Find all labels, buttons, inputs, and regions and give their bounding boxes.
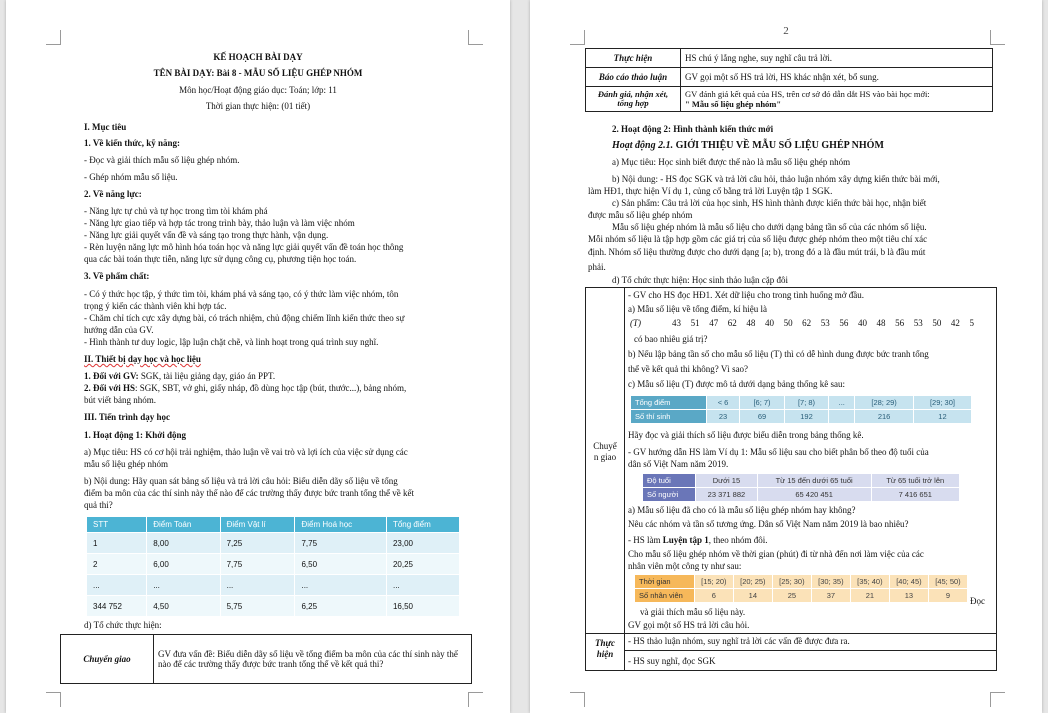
table-cell: 216 — [855, 410, 914, 424]
section-heading: 2. Về năng lực: — [84, 189, 142, 199]
table-cell: ... — [295, 575, 386, 596]
table-cell: 6,25 — [295, 596, 386, 617]
table-cell: 2 — [87, 554, 147, 575]
section-heading: 1. Về kiến thức, kỹ năng: — [84, 138, 180, 148]
table-cell: 23 — [706, 410, 739, 424]
table-row — [87, 554, 460, 575]
table-cell: [7; 8) — [784, 396, 828, 410]
table-cell: ... — [220, 575, 295, 596]
paragraph: - HS làm Luyện tập 1, theo nhóm đôi. — [628, 535, 768, 545]
column-header: Điểm Hoá học — [295, 517, 386, 533]
paragraph: - Năng lực tự chủ và tự học trong tìm tòi khám phá — [84, 206, 268, 216]
row-label: n giao — [593, 452, 617, 462]
paragraph: - Hình thành tư duy logic, lập luận chặt chẽ, và linh hoạt trong quá trình suy nghĩ. — [84, 337, 379, 347]
table-cell: 7,75 — [220, 554, 295, 575]
column-header: STT — [87, 517, 147, 533]
table-cell: 16,50 — [386, 596, 459, 617]
section-heading: 3. Về phẩm chất: — [84, 271, 150, 281]
table-cell: 21 — [850, 589, 889, 603]
table-cell: [15; 20) — [694, 575, 733, 589]
paragraph: a) Mẫu số liệu về tổng điểm, kí hiệu là — [628, 304, 767, 314]
table-cell: ... — [386, 575, 459, 596]
data-value: 56 — [895, 318, 905, 328]
table-cell — [829, 410, 855, 424]
paragraph: 2. Đối với HS: SGK, SBT, vở ghi, giấy nháp, đồ dùng học tập (bút, thước...), bảng nhóm, — [84, 383, 407, 393]
table-cell: [45; 50) — [928, 575, 967, 589]
paragraph: Đọc — [970, 596, 985, 606]
table-cell: Từ 65 tuổi trở lên — [871, 474, 959, 488]
paragraph: a) Mẫu số liệu đã cho có là mẫu số liệu ghép nhóm hay không? — [628, 505, 856, 515]
row-label: Thực hiện — [586, 49, 681, 68]
column-header: Điểm Toán — [147, 517, 220, 533]
row-text — [681, 87, 993, 112]
symbol-T: (T) — [630, 318, 641, 328]
column-divider — [624, 288, 625, 633]
table-cell: 192 — [784, 410, 828, 424]
table-row — [635, 575, 968, 589]
table-row — [87, 575, 460, 596]
table-cell: Số nhân viên — [635, 589, 695, 603]
table-row — [631, 410, 972, 424]
data-value: 56 — [839, 318, 849, 328]
table-row — [586, 68, 993, 87]
table-cell: [25; 30) — [772, 575, 811, 589]
crop-mark — [990, 692, 1005, 707]
data-value: 62 — [727, 318, 737, 328]
table-row — [586, 49, 993, 68]
paragraph: trọng ý kiến các thành viên khi hợp tác. — [84, 301, 227, 311]
data-value: 53 — [820, 318, 830, 328]
table-header-row — [87, 517, 460, 533]
paragraph: mẫu số liệu ghép nhóm — [84, 459, 168, 469]
table-cell: [20; 25) — [733, 575, 772, 589]
paragraph: d) Tổ chức thực hiện: Học sinh thảo luận cặp đôi — [612, 275, 789, 285]
row-text: HS chú ý lắng nghe, suy nghĩ câu trả lời. — [681, 49, 993, 68]
paragraph: - GV cho HS đọc HĐ1. Xét dữ liệu cho trong tình huống mở đầu. — [628, 290, 864, 300]
crop-mark — [46, 30, 61, 45]
table-cell: Từ 15 đến dưới 65 tuổi — [757, 474, 871, 488]
table-row — [586, 87, 993, 112]
paragraph: 1. Đối với GV: SGK, tài liệu giảng dạy, giáo án PPT. — [84, 371, 276, 381]
section-heading: II. Thiết bị dạy học và học liệu — [84, 354, 201, 364]
table-cell: 37 — [811, 589, 850, 603]
crop-mark — [46, 692, 61, 707]
table-cell: ... — [87, 575, 147, 596]
paragraph: nhân viên một công ty như sau: — [628, 561, 742, 571]
section-heading: III. Tiến trình dạy học — [84, 412, 170, 422]
paragraph: định. Nhóm số liệu thường được cho dưới dạng [a; b), trong đó a là đầu mút trái, b là đầu mút — [588, 247, 926, 257]
paragraph: - Rèn luyện năng lực mô hình hóa toán học và năng lực giải quyết vấn đề toán học thông — [84, 242, 404, 252]
paragraph: thể về kết quả thi không? Vì sao? — [628, 364, 749, 374]
table-cell: 6,50 — [295, 554, 386, 575]
table-cell: 344 752 — [87, 596, 147, 617]
table-cell: [30; 35) — [811, 575, 850, 589]
table-cell: [29; 30] — [913, 396, 971, 410]
table-row — [61, 635, 472, 684]
data-values — [672, 318, 988, 329]
doc-title: KẾ HOẠCH BÀI DẠY — [213, 52, 303, 62]
table-cell: [6; 7) — [740, 396, 784, 410]
table-row — [643, 474, 960, 488]
table-cell: 8,00 — [147, 533, 220, 554]
table-cell: [40; 45) — [889, 575, 928, 589]
page-1 — [6, 0, 510, 713]
row-label: Chuyển giao — [61, 635, 154, 684]
table-cell: 7 416 651 — [871, 488, 959, 502]
column-divider — [624, 632, 625, 670]
row-label: Báo cáo thảo luận — [586, 68, 681, 87]
stat-table-commute — [634, 574, 968, 603]
stat-table-total — [630, 395, 972, 424]
paragraph: Hãy đọc và giải thích số liệu được biểu diễn trong bảng thống kê. — [628, 430, 864, 440]
paragraph: c) Mẫu số liệu (T) được mô tả dưới dạng bảng thống kê sau: — [628, 379, 845, 389]
table-cell: 13 — [889, 589, 928, 603]
paragraph: bút viết bảng nhóm. — [84, 395, 156, 405]
paragraph: a) Mục tiêu: HS có cơ hội trải nghiệm, thảo luận về vai trò và lợi ích của việc sử dụng các — [84, 447, 408, 457]
table-cell: 23 371 882 — [696, 488, 758, 502]
paragraph: làm HĐ1, thực hiện Ví dụ 1, củng cố bằng trả lời Luyện tập 1 SGK. — [588, 186, 833, 196]
paragraph: hướng dẫn của GV. — [84, 325, 154, 335]
paragraph: b) Nội dung: - HS đọc SGK và trả lời câu hỏi, thảo luận nhóm xây dựng kiến thức bài mới, — [612, 174, 940, 184]
paragraph: và giải thích mẫu số liệu này. — [640, 607, 746, 617]
table-cell: 7,25 — [220, 533, 295, 554]
table-cell: Dưới 15 — [696, 474, 758, 488]
table-cell: 14 — [733, 589, 772, 603]
paragraph: quả thi? — [84, 500, 113, 510]
table-row — [643, 488, 960, 502]
data-value: 50 — [783, 318, 793, 328]
table-cell: Số người — [643, 488, 696, 502]
table-row — [87, 533, 460, 554]
score-table — [86, 516, 460, 617]
row-label: Chuyể — [593, 441, 617, 451]
paragraph: c) Sản phẩm: Câu trả lời của học sinh, HS hình thành được kiến thức bài học, nhận biết — [612, 198, 927, 208]
table-cell: 4,50 — [147, 596, 220, 617]
paragraph: Cho mẫu số liệu ghép nhóm về thời gian (phút) đi từ nhà đến nơi làm việc của các — [628, 549, 924, 559]
column-header: Tổng điểm — [386, 517, 459, 533]
page-number: 2 — [783, 25, 789, 37]
table-row — [635, 589, 968, 603]
page-2 — [530, 0, 1042, 713]
table-cell: 5,75 — [220, 596, 295, 617]
evaluation-table — [585, 48, 993, 112]
table-cell: 6 — [694, 589, 733, 603]
paragraph: Nêu các nhóm và tần số tương ứng. Dân số Việt Nam năm 2019 là bao nhiêu? — [628, 519, 909, 529]
paragraph: - Năng lực giải quyết vấn đề và sáng tạo trong thực hành, vận dụng. — [84, 230, 329, 240]
data-value: 53 — [913, 318, 923, 328]
paragraph: - Chăm chỉ tích cực xây dựng bài, có trách nhiệm, chủ động chiếm lĩnh kiến thức theo sự — [84, 313, 405, 323]
data-value: 43 — [672, 318, 681, 328]
crop-mark — [570, 692, 585, 707]
data-value: 5 — [969, 318, 974, 328]
crop-mark — [468, 30, 483, 45]
row-label: Đánh giá, nhận xét, tổng hợp — [586, 87, 681, 112]
paragraph: được mẫu số liệu ghép nhóm — [588, 210, 693, 220]
organization-table — [60, 634, 472, 684]
activity-table-exec — [585, 632, 997, 671]
table-row — [631, 396, 972, 410]
data-value: 42 — [950, 318, 960, 328]
paragraph: phải. — [588, 262, 606, 272]
paragraph: GV gọi một số HS trả lời câu hỏi. — [628, 620, 750, 630]
table-cell: [28; 29) — [855, 396, 914, 410]
data-value: 40 — [857, 318, 867, 328]
table-cell: 6,00 — [147, 554, 220, 575]
table-cell: Thời gian — [635, 575, 695, 589]
table-cell: Độ tuổi — [643, 474, 696, 488]
paragraph: b) Nội dung: Hãy quan sát bảng số liệu và trả lời câu hỏi: Biểu diễn dãy số liệu về tổng — [84, 476, 398, 486]
row-divider — [624, 650, 996, 651]
table-cell: Số thí sinh — [631, 410, 707, 424]
section-heading: 1. Hoạt động 1: Khởi động — [84, 430, 187, 440]
paragraph: qua các bài toán thực tiễn, năng lực sử dụng công cụ, phương tiện học toán. — [84, 254, 357, 264]
stat-table-age — [642, 473, 960, 502]
table-row — [87, 596, 460, 617]
row-label: Thực — [595, 638, 615, 648]
table-cell: 7,75 — [295, 533, 386, 554]
lesson-title: TÊN BÀI DẠY: Bài 8 - MẪU SỐ LIỆU GHÉP NHÓM — [153, 68, 363, 78]
table-cell: 20,25 — [386, 554, 459, 575]
paragraph: dân số Việt Nam năm 2019. — [628, 459, 729, 469]
row-text-line: " Mẫu số liệu ghép nhóm" — [685, 99, 782, 109]
time-line: Thời gian thực hiện: (01 tiết) — [205, 101, 311, 111]
paragraph: a) Mục tiêu: Học sinh biết được thế nào là mẫu số liệu ghép nhóm — [612, 157, 851, 167]
paragraph: d) Tổ chức thực hiện: — [84, 620, 162, 630]
data-value: 51 — [690, 318, 700, 328]
table-cell: 12 — [913, 410, 971, 424]
paragraph: b) Nếu lập bảng tần số cho mẫu số liệu (T) thì có dễ hình dung được bức tranh tổng — [628, 349, 929, 359]
crop-mark — [468, 692, 483, 707]
paragraph: - Có ý thức học tập, ý thức tìm tòi, khám phá và sáng tạo, có ý thức làm việc nhóm, tôn — [84, 289, 399, 299]
table-cell: 23,00 — [386, 533, 459, 554]
row-text-line: GV đánh giá kết quả của HS, trên cơ sở đó dẫn dắt HS vào bài học mới: — [685, 89, 930, 99]
row-text: GV gọi một số HS trả lời, HS khác nhận xét, bổ sung. — [681, 68, 993, 87]
subject-line: Môn học/Hoạt động giáo dục: Toán; lớp: 11 — [179, 85, 337, 95]
table-cell: 25 — [772, 589, 811, 603]
column-header: Điểm Vật lí — [220, 517, 295, 533]
paragraph: Mỗi nhóm số liệu là tập hợp gồm các giá trị của số liệu được ghép nhóm theo một tiêu chí xác — [588, 234, 928, 244]
paragraph: - GV hướng dẫn HS làm Ví dụ 1: Mẫu số liệu sau cho biết phân bố theo độ tuổi của — [628, 447, 929, 457]
table-cell: < 6 — [706, 396, 739, 410]
paragraph: điểm ba môn của các thí sinh này thế nào để các trường thấy được bức tranh tổng thể về kết — [84, 488, 415, 498]
table-cell: ... — [147, 575, 220, 596]
section-heading: Hoạt động 2.1. GIỚI THIỆU VỀ MẪU SỐ LIỆU GHÉP NHÓM — [612, 140, 884, 151]
table-cell: 1 — [87, 533, 147, 554]
data-value: 62 — [802, 318, 812, 328]
paragraph: - HS suy nghĩ, đọc SGK — [628, 656, 716, 666]
table-cell: ... — [829, 396, 855, 410]
paragraph: - Ghép nhóm mẫu số liệu. — [84, 172, 178, 182]
table-cell: 9 — [928, 589, 967, 603]
paragraph: - Năng lực giao tiếp và hợp tác trong trình bày, thảo luận và làm việc nhóm — [84, 218, 355, 228]
table-cell: Tổng điểm — [631, 396, 707, 410]
data-value: 40 — [764, 318, 774, 328]
data-value: 50 — [932, 318, 942, 328]
table-cell: 69 — [740, 410, 784, 424]
table-cell: 65 420 451 — [757, 488, 871, 502]
section-heading: I. Mục tiêu — [84, 122, 127, 132]
row-label: hiện — [596, 649, 614, 659]
data-value: 47 — [709, 318, 719, 328]
data-value: 48 — [876, 318, 886, 328]
paragraph: - HS thảo luận nhóm, suy nghĩ trả lời các vấn đề được đưa ra. — [628, 636, 850, 646]
table-cell: [35; 40) — [850, 575, 889, 589]
paragraph: Mẫu số liệu ghép nhóm là mẫu số liệu cho dưới dạng bảng tần số của các nhóm số liệu. — [612, 222, 927, 232]
data-value: 48 — [746, 318, 756, 328]
paragraph: có bao nhiêu giá trị? — [634, 334, 708, 344]
paragraph: - Đọc và giải thích mẫu số liệu ghép nhóm. — [84, 155, 240, 165]
section-heading: 2. Hoạt động 2: Hình thành kiến thức mới — [612, 124, 774, 134]
row-text: GV đưa vấn đề: Biểu diễn dãy số liệu về tổng điểm ba môn của các thí sinh này thế nào để các trường thấy được bức tranh tổng thể về kết quả thi? — [154, 635, 472, 684]
